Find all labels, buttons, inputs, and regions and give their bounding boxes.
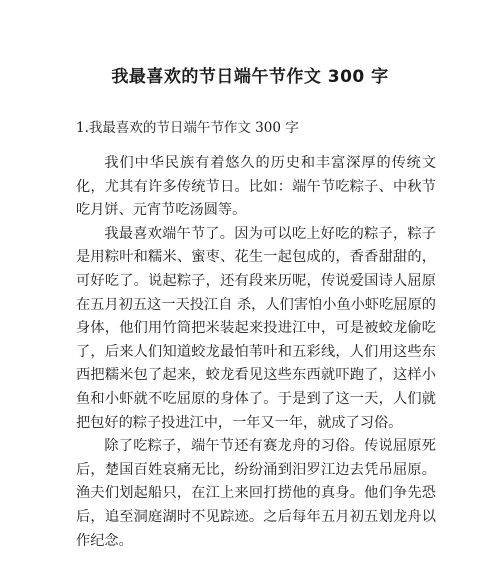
paragraph-dragon-boat: 除了吃粽子，端午节还有赛龙舟的习俗。传说屈原死后，楚国百姓哀痛无比，纷纷涌到汨罗江边去凭吊屈原。渔夫们划起船只，在江上来回打捞他的真身。他们争先恐后，追至洞庭湖时不见踪迹。之后每年五月初五划龙舟以作纪念。 (76, 438, 436, 549)
paragraph-intro: 我们中华民族有着悠久的历史和丰富深厚的传统文化，尤其有许多传统节日。比如：端午节吃粽子、中秋节吃月饼、元宵节吃汤圆等。 (76, 155, 436, 219)
article-body (76, 152, 436, 553)
section-heading: 1.我最喜欢的节日端午节作文 300 字 (76, 120, 299, 136)
paragraph-zongzi: 我最喜欢端午节了。因为可以吃上好吃的粽子，粽子是用粽叶和糯米、蜜枣、花生一起包成的，香香甜甜的，可好吃了。说起粽子，还有段来历呢，传说爱国诗人屈原在五月初五这一天投江自 杀，人们害怕小鱼小虾吃屈原的身体，他们用竹筒把米装起来投进江中，可是被蛟龙偷吃了，后来人们知道蛟龙最怕苇叶和五彩线，人们用这些东西把糯米包了起来，蛟龙看见这些东西就吓跑了，这样小鱼和小虾就不吃屈原的身体了。于是到了这一天，人们就把包好的粽子投进江中，一年又一年，就成了习俗。 (76, 225, 436, 431)
document-title: 我最喜欢的节日端午节作文 300 字 (111, 67, 389, 87)
truncated-text-line (100, 556, 280, 565)
